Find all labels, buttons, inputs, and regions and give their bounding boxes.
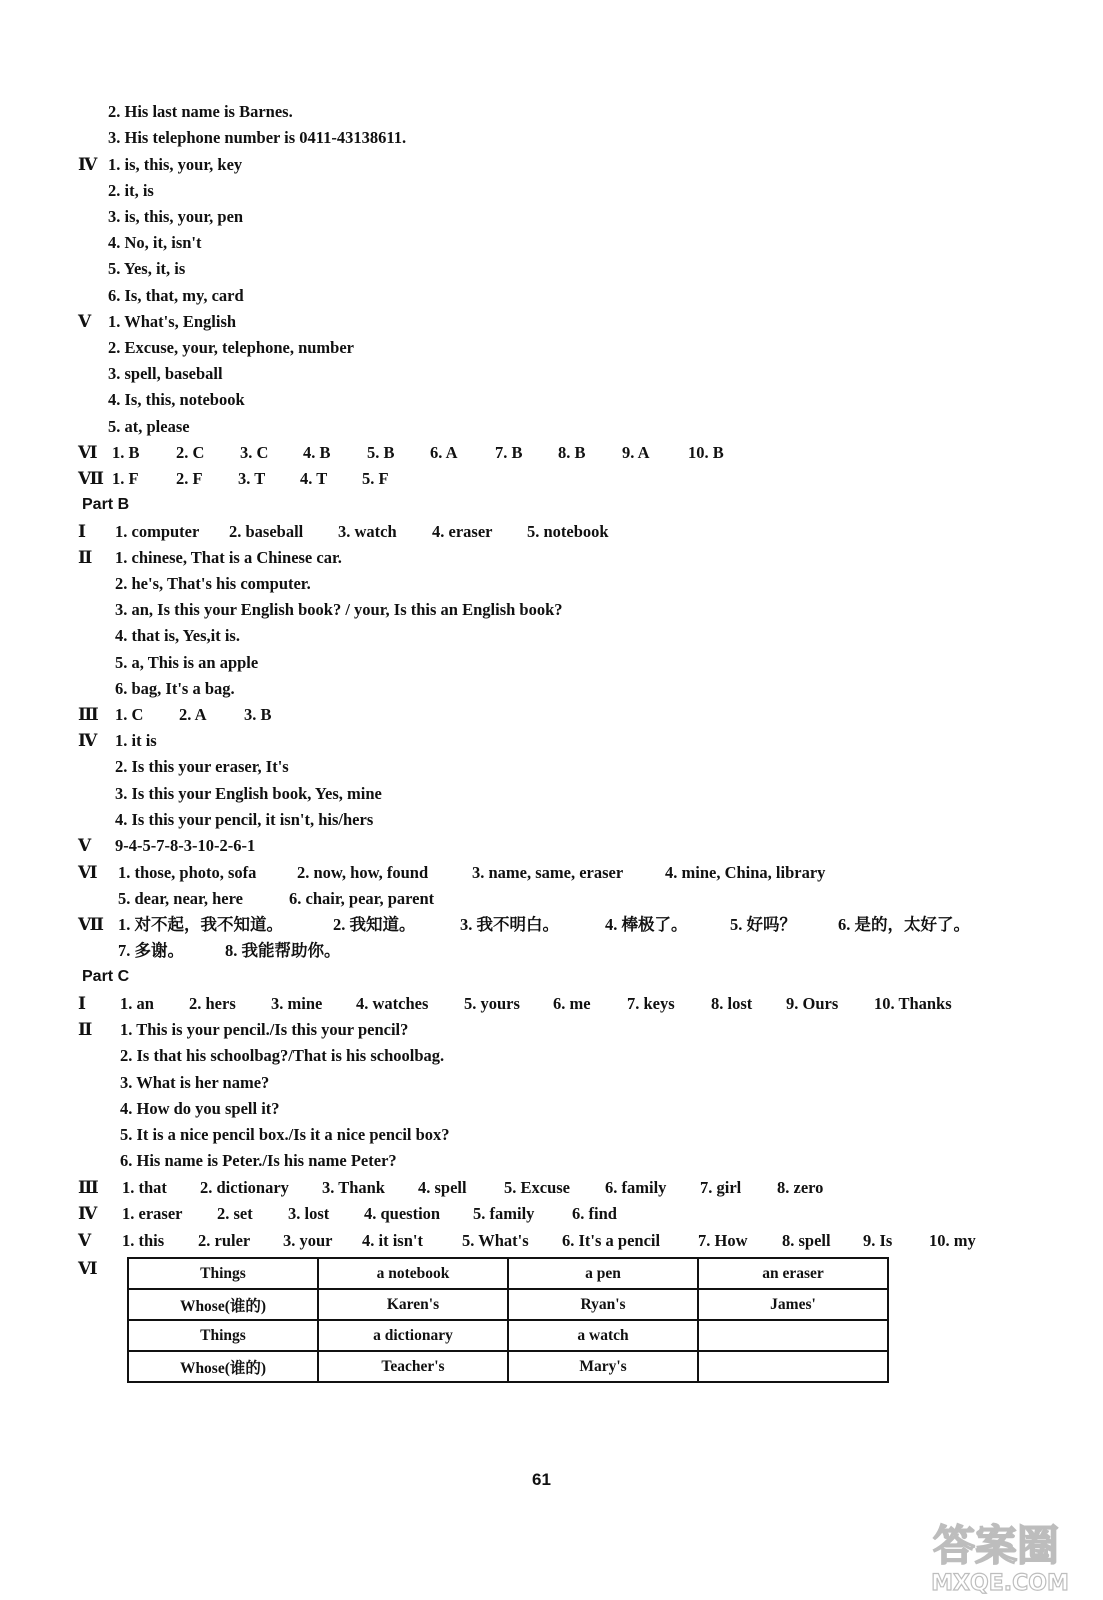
answer-item: 1. C <box>115 705 144 724</box>
answer-item: 4. T <box>300 469 328 488</box>
answer-item: 3. T <box>238 469 266 488</box>
answer-item: 3. Thank <box>322 1178 385 1197</box>
answer-item: 4. it isn't <box>362 1231 423 1250</box>
table-cell: a dictionary <box>318 1320 508 1351</box>
answer-item: 5. notebook <box>527 522 609 541</box>
section-numeral: Ⅵ <box>78 1259 98 1278</box>
part-heading: Part B <box>82 496 130 513</box>
answer-item: 1. that <box>122 1178 167 1197</box>
answer-item: 2. F <box>176 469 203 488</box>
answer-line: 6. bag, It's a bag. <box>115 679 235 698</box>
answer-line: 5. It is a nice pencil box./Is it a nice pencil box? <box>120 1125 450 1144</box>
answer-line: 6. Is, that, my, card <box>108 286 244 305</box>
answer-row <box>0 860 860 886</box>
answer-item: 3. 我不明白。 <box>460 915 559 934</box>
answer-item: 6. chair, pear, parent <box>289 889 435 908</box>
section-numeral: Ⅳ <box>78 731 98 750</box>
answer-item: 2. 我知道。 <box>333 915 416 934</box>
answer-item: 2. now, how, found <box>297 863 429 882</box>
answer-row <box>0 702 300 728</box>
answer-item: 4. 棒极了。 <box>605 915 688 934</box>
watermark-logo <box>908 1510 1088 1595</box>
section-numeral: Ⅵ <box>78 443 98 462</box>
table-cell: Karen's <box>318 1289 508 1320</box>
answer-line: 3. What is her name? <box>120 1073 270 1092</box>
section-numeral: Ⅲ <box>78 1178 99 1197</box>
answer-line: 1. chinese, That is a Chinese car. <box>115 548 342 567</box>
section-numeral: Ⅲ <box>78 705 99 724</box>
answer-line: 4. Is this your pencil, it isn't, his/hers <box>115 810 374 829</box>
table-cell: a pen <box>508 1258 698 1289</box>
answer-line: 2. Excuse, your, telephone, number <box>108 338 354 357</box>
table-cell: an eraser <box>698 1258 888 1289</box>
answer-item: 8. lost <box>711 994 753 1013</box>
table-cell: Things <box>128 1320 318 1351</box>
table-cell: Things <box>128 1258 318 1289</box>
answer-item: 3. C <box>240 443 269 462</box>
page-number: 61 <box>532 1470 551 1489</box>
answer-line: 4. How do you spell it? <box>120 1099 280 1118</box>
answer-item: 6. family <box>605 1178 667 1197</box>
table-cell <box>698 1351 888 1382</box>
answer-line: 1. What's, English <box>108 312 237 331</box>
answer-line: 6. His name is Peter./Is his name Peter? <box>120 1151 397 1170</box>
answer-item: 6. 是的，太好了。 <box>838 915 970 934</box>
answer-item: 3. mine <box>271 994 323 1013</box>
answer-item: 7. 多谢。 <box>118 941 184 960</box>
answer-line: 2. he's, That's his computer. <box>115 574 311 593</box>
answer-item: 4. mine, China, library <box>665 863 826 882</box>
answer-row <box>0 1175 840 1201</box>
answer-row <box>0 938 400 964</box>
table-cell: Whose(谁的) <box>128 1351 318 1382</box>
section-numeral: Ⅱ <box>78 548 93 567</box>
answer-item: 1. those, photo, sofa <box>118 863 257 882</box>
answer-item: 8. zero <box>777 1178 824 1197</box>
answer-row <box>0 886 500 912</box>
section-numeral: Ⅶ <box>78 915 104 934</box>
answer-item: 2. baseball <box>229 522 304 541</box>
answer-item: 6. find <box>572 1204 617 1223</box>
answer-item: 6. It's a pencil <box>562 1231 661 1250</box>
answer-item: 1. B <box>112 443 140 462</box>
answer-row <box>0 991 960 1017</box>
watermark-sub: MXQE.COM <box>931 1571 1069 1595</box>
answer-item: 4. eraser <box>432 522 493 541</box>
answer-line: 1. is, this, your, key <box>108 155 243 174</box>
table-cell: Mary's <box>508 1351 698 1382</box>
answer-item: 2. A <box>179 705 207 724</box>
answer-row <box>0 519 640 545</box>
watermark-main: 答案圈 <box>932 1521 1060 1570</box>
answer-item: 5. F <box>362 469 389 488</box>
things-owner-table <box>127 1257 889 1383</box>
answer-item: 5. Excuse <box>504 1178 570 1197</box>
answer-item: 4. question <box>364 1204 441 1223</box>
answer-item: 9. A <box>622 443 650 462</box>
table-row <box>128 1289 888 1320</box>
answer-line: 4. No, it, isn't <box>108 233 202 252</box>
section-numeral: Ⅳ <box>78 155 98 174</box>
table-row <box>128 1351 888 1382</box>
answer-item: 10. my <box>929 1231 976 1250</box>
section-numeral: Ⅴ <box>78 312 92 331</box>
answer-line: 4. Is, this, notebook <box>108 390 245 409</box>
answer-item: 2. hers <box>189 994 236 1013</box>
answer-line: 3. is, this, your, pen <box>108 207 244 226</box>
answer-item: 7. girl <box>700 1178 742 1197</box>
section-numeral: Ⅰ <box>78 994 86 1013</box>
answer-line: 5. at, please <box>108 417 190 436</box>
answer-item: 5. family <box>473 1204 535 1223</box>
answer-item: 4. B <box>303 443 331 462</box>
section-numeral: Ⅴ <box>78 1231 92 1250</box>
answer-item: 9. Ours <box>786 994 839 1013</box>
answer-item: 1. an <box>120 994 154 1013</box>
table-row <box>128 1258 888 1289</box>
answer-line: 3. Is this your English book, Yes, mine <box>115 784 382 803</box>
answer-item: 6. A <box>430 443 458 462</box>
answer-item: 2. C <box>176 443 205 462</box>
answer-item: 1. F <box>112 469 139 488</box>
answer-item: 5. B <box>367 443 395 462</box>
answer-row <box>0 1228 990 1254</box>
answer-item: 1. this <box>122 1231 165 1250</box>
answer-item: 5. dear, near, here <box>118 889 243 908</box>
answer-line: 2. Is that his schoolbag?/That is his schoolbag. <box>120 1046 445 1065</box>
answer-line: 5. a, This is an apple <box>115 653 259 672</box>
answer-item: 10. Thanks <box>874 994 952 1013</box>
answer-item: 4. spell <box>418 1178 467 1197</box>
section-numeral: Ⅱ <box>78 1020 93 1039</box>
answer-item: 1. computer <box>115 522 200 541</box>
answer-item: 7. keys <box>627 994 675 1013</box>
answer-item: 7. How <box>698 1231 748 1250</box>
table-cell: Teacher's <box>318 1351 508 1382</box>
answer-line: 4. that is, Yes,it is. <box>115 626 240 645</box>
table-cell: Ryan's <box>508 1289 698 1320</box>
answer-item: 9. Is <box>863 1231 893 1250</box>
answer-item: 1. 对不起，我不知道。 <box>118 915 283 934</box>
section-numeral: Ⅵ <box>78 863 98 882</box>
answer-line: 9-4-5-7-8-3-10-2-6-1 <box>115 836 256 855</box>
section-numeral: Ⅶ <box>78 469 104 488</box>
answer-item: 3. watch <box>338 522 397 541</box>
answer-row <box>0 912 990 938</box>
answer-item: 8. B <box>558 443 586 462</box>
answer-item: 1. eraser <box>122 1204 183 1223</box>
answer-item: 2. ruler <box>198 1231 251 1250</box>
section-numeral: Ⅳ <box>78 1204 98 1223</box>
answer-item: 2. dictionary <box>200 1178 289 1197</box>
table-cell: James' <box>698 1289 888 1320</box>
answer-line: 3. spell, baseball <box>108 364 223 383</box>
part-heading: Part C <box>82 968 130 985</box>
answer-row <box>0 440 760 466</box>
answer-item: 6. me <box>553 994 591 1013</box>
table-cell: a notebook <box>318 1258 508 1289</box>
section-numeral: Ⅴ <box>78 836 92 855</box>
answer-line: 5. Yes, it, is <box>108 259 186 278</box>
answer-item: 8. spell <box>782 1231 831 1250</box>
answer-item: 10. B <box>688 443 724 462</box>
text-line: 3. His telephone number is 0411-43138611. <box>108 128 407 147</box>
table-cell: Whose(谁的) <box>128 1289 318 1320</box>
text-line: 2. His last name is Barnes. <box>108 102 293 121</box>
answer-item: 5. yours <box>464 994 520 1013</box>
answer-item: 4. watches <box>356 994 429 1013</box>
answer-item: 8. 我能帮助你。 <box>225 941 341 960</box>
table-row <box>128 1320 888 1351</box>
section-numeral: Ⅰ <box>78 522 86 541</box>
answer-item: 2. set <box>217 1204 253 1223</box>
answer-line: 2. it, is <box>108 181 154 200</box>
answer-line: 1. This is your pencil./Is this your pencil? <box>120 1020 409 1039</box>
answer-row <box>0 466 420 492</box>
answer-line: 1. it is <box>115 731 157 750</box>
answer-item: 3. B <box>244 705 272 724</box>
answer-item: 5. What's <box>462 1231 529 1250</box>
answer-item: 7. B <box>495 443 523 462</box>
answer-row <box>0 1201 640 1227</box>
table-cell: a watch <box>508 1320 698 1351</box>
answer-line: 3. an, Is this your English book? / your, Is this an English book? <box>115 600 563 619</box>
answer-item: 3. name, same, eraser <box>472 863 624 882</box>
answer-item: 3. lost <box>288 1204 330 1223</box>
answer-item: 3. your <box>283 1231 333 1250</box>
answer-line: 2. Is this your eraser, It's <box>115 757 289 776</box>
answer-item: 5. 好吗？ <box>730 915 796 934</box>
table-cell <box>698 1320 888 1351</box>
